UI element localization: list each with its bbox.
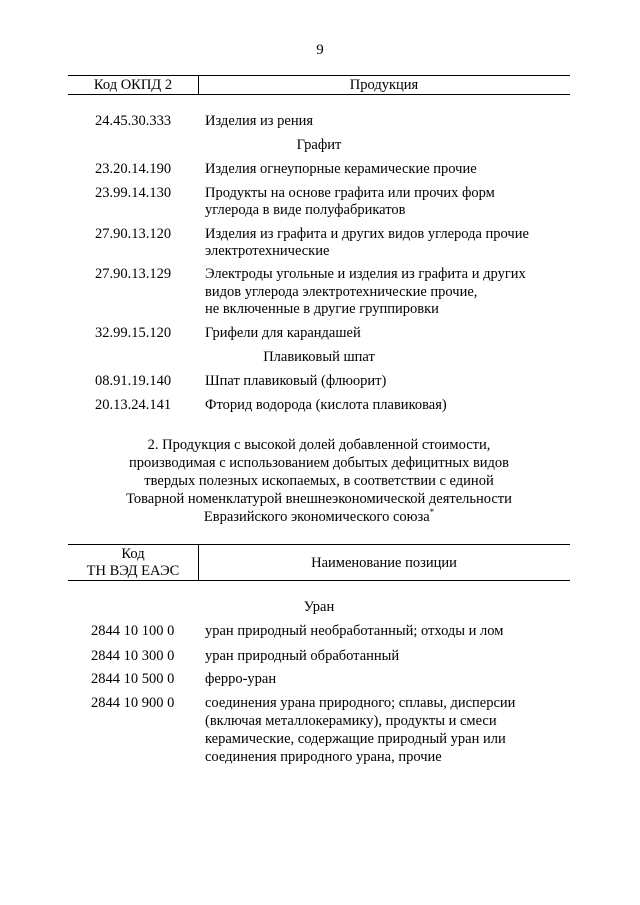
table1-top-rule [68,75,570,76]
row-desc: уран природный необработанный; отходы и лом [205,623,504,639]
row-desc: керамические, содержащие природный уран или [205,731,506,747]
section2-title-line: 2. Продукция с высокой долей добавленной стоимости, [147,437,491,453]
row-desc: соединения природного урана, прочие [205,749,442,765]
table1-header-rule [68,94,570,95]
table2-top-rule [68,544,570,545]
row-code: 08.91.19.140 [95,373,172,389]
row-desc: Фторид водорода (кислота плавиковая) [205,397,447,413]
table1-header-product: Продукция [349,77,419,93]
row-desc: Грифели для карандашей [205,325,361,341]
table2-header-code: Код [121,546,145,562]
table2-header-name: Наименование позиции [311,555,457,571]
table1-header-code: Код ОКПД 2 [93,77,173,93]
row-code: 2844 10 100 0 [91,623,175,639]
row-code: 32.99.15.120 [95,325,172,341]
row-desc: не включенные в другие группировки [205,301,439,317]
page-number: 9 [316,42,324,58]
row-desc: ферро-уран [205,671,277,687]
row-desc: электротехнические [205,243,330,259]
row-desc: Шпат плавиковый (флюорит) [205,373,387,389]
row-desc: Изделия огнеупорные керамические прочие [205,161,477,177]
row-code: 2844 10 900 0 [91,695,175,711]
table2-header-code: ТН ВЭД ЕАЭС [86,563,180,579]
row-code: 23.20.14.190 [95,161,172,177]
section-heading-fluorspar: Плавиковый шпат [263,349,375,365]
row-desc: Электроды угольные и изделия из графита и других [205,266,526,282]
row-desc: Изделия из графита и других видов углерода прочие [205,226,529,242]
row-code: 27.90.13.129 [95,266,172,282]
section2-title-text: Евразийского экономического союза [203,509,430,525]
row-code: 24.45.30.333 [95,113,172,129]
row-code: 20.13.24.141 [95,397,172,413]
section2-title-line: твердых полезных ископаемых, в соответствии с единой [144,473,494,489]
table2-header-rule [68,580,570,581]
row-desc: уран природный обработанный [205,648,400,664]
footnote-mark: * [429,507,435,518]
section-heading-graphite: Графит [296,137,342,153]
section2-title-line [68,509,570,526]
row-desc: видов углерода электротехнические прочие, [205,284,478,300]
row-code: 23.99.14.130 [95,185,172,201]
row-code: 2844 10 500 0 [91,671,175,687]
section-heading-uranium: Уран [303,599,335,615]
row-code: 2844 10 300 0 [91,648,175,664]
row-desc: (включая металлокерамику), продукты и смеси [205,713,497,729]
section2-title-line: производимая с использованием добытых дефицитных видов [128,455,510,471]
row-desc: Продукты на основе графита или прочих форм [205,185,495,201]
row-desc: Изделия из рения [205,113,314,129]
row-code: 27.90.13.120 [95,226,172,242]
row-desc: углерода в виде полуфабрикатов [205,202,406,218]
row-desc: соединения урана природного; сплавы, дисперсии [205,695,516,711]
section2-title-line: Товарной номенклатурой внешнеэкономической деятельности [126,491,512,507]
